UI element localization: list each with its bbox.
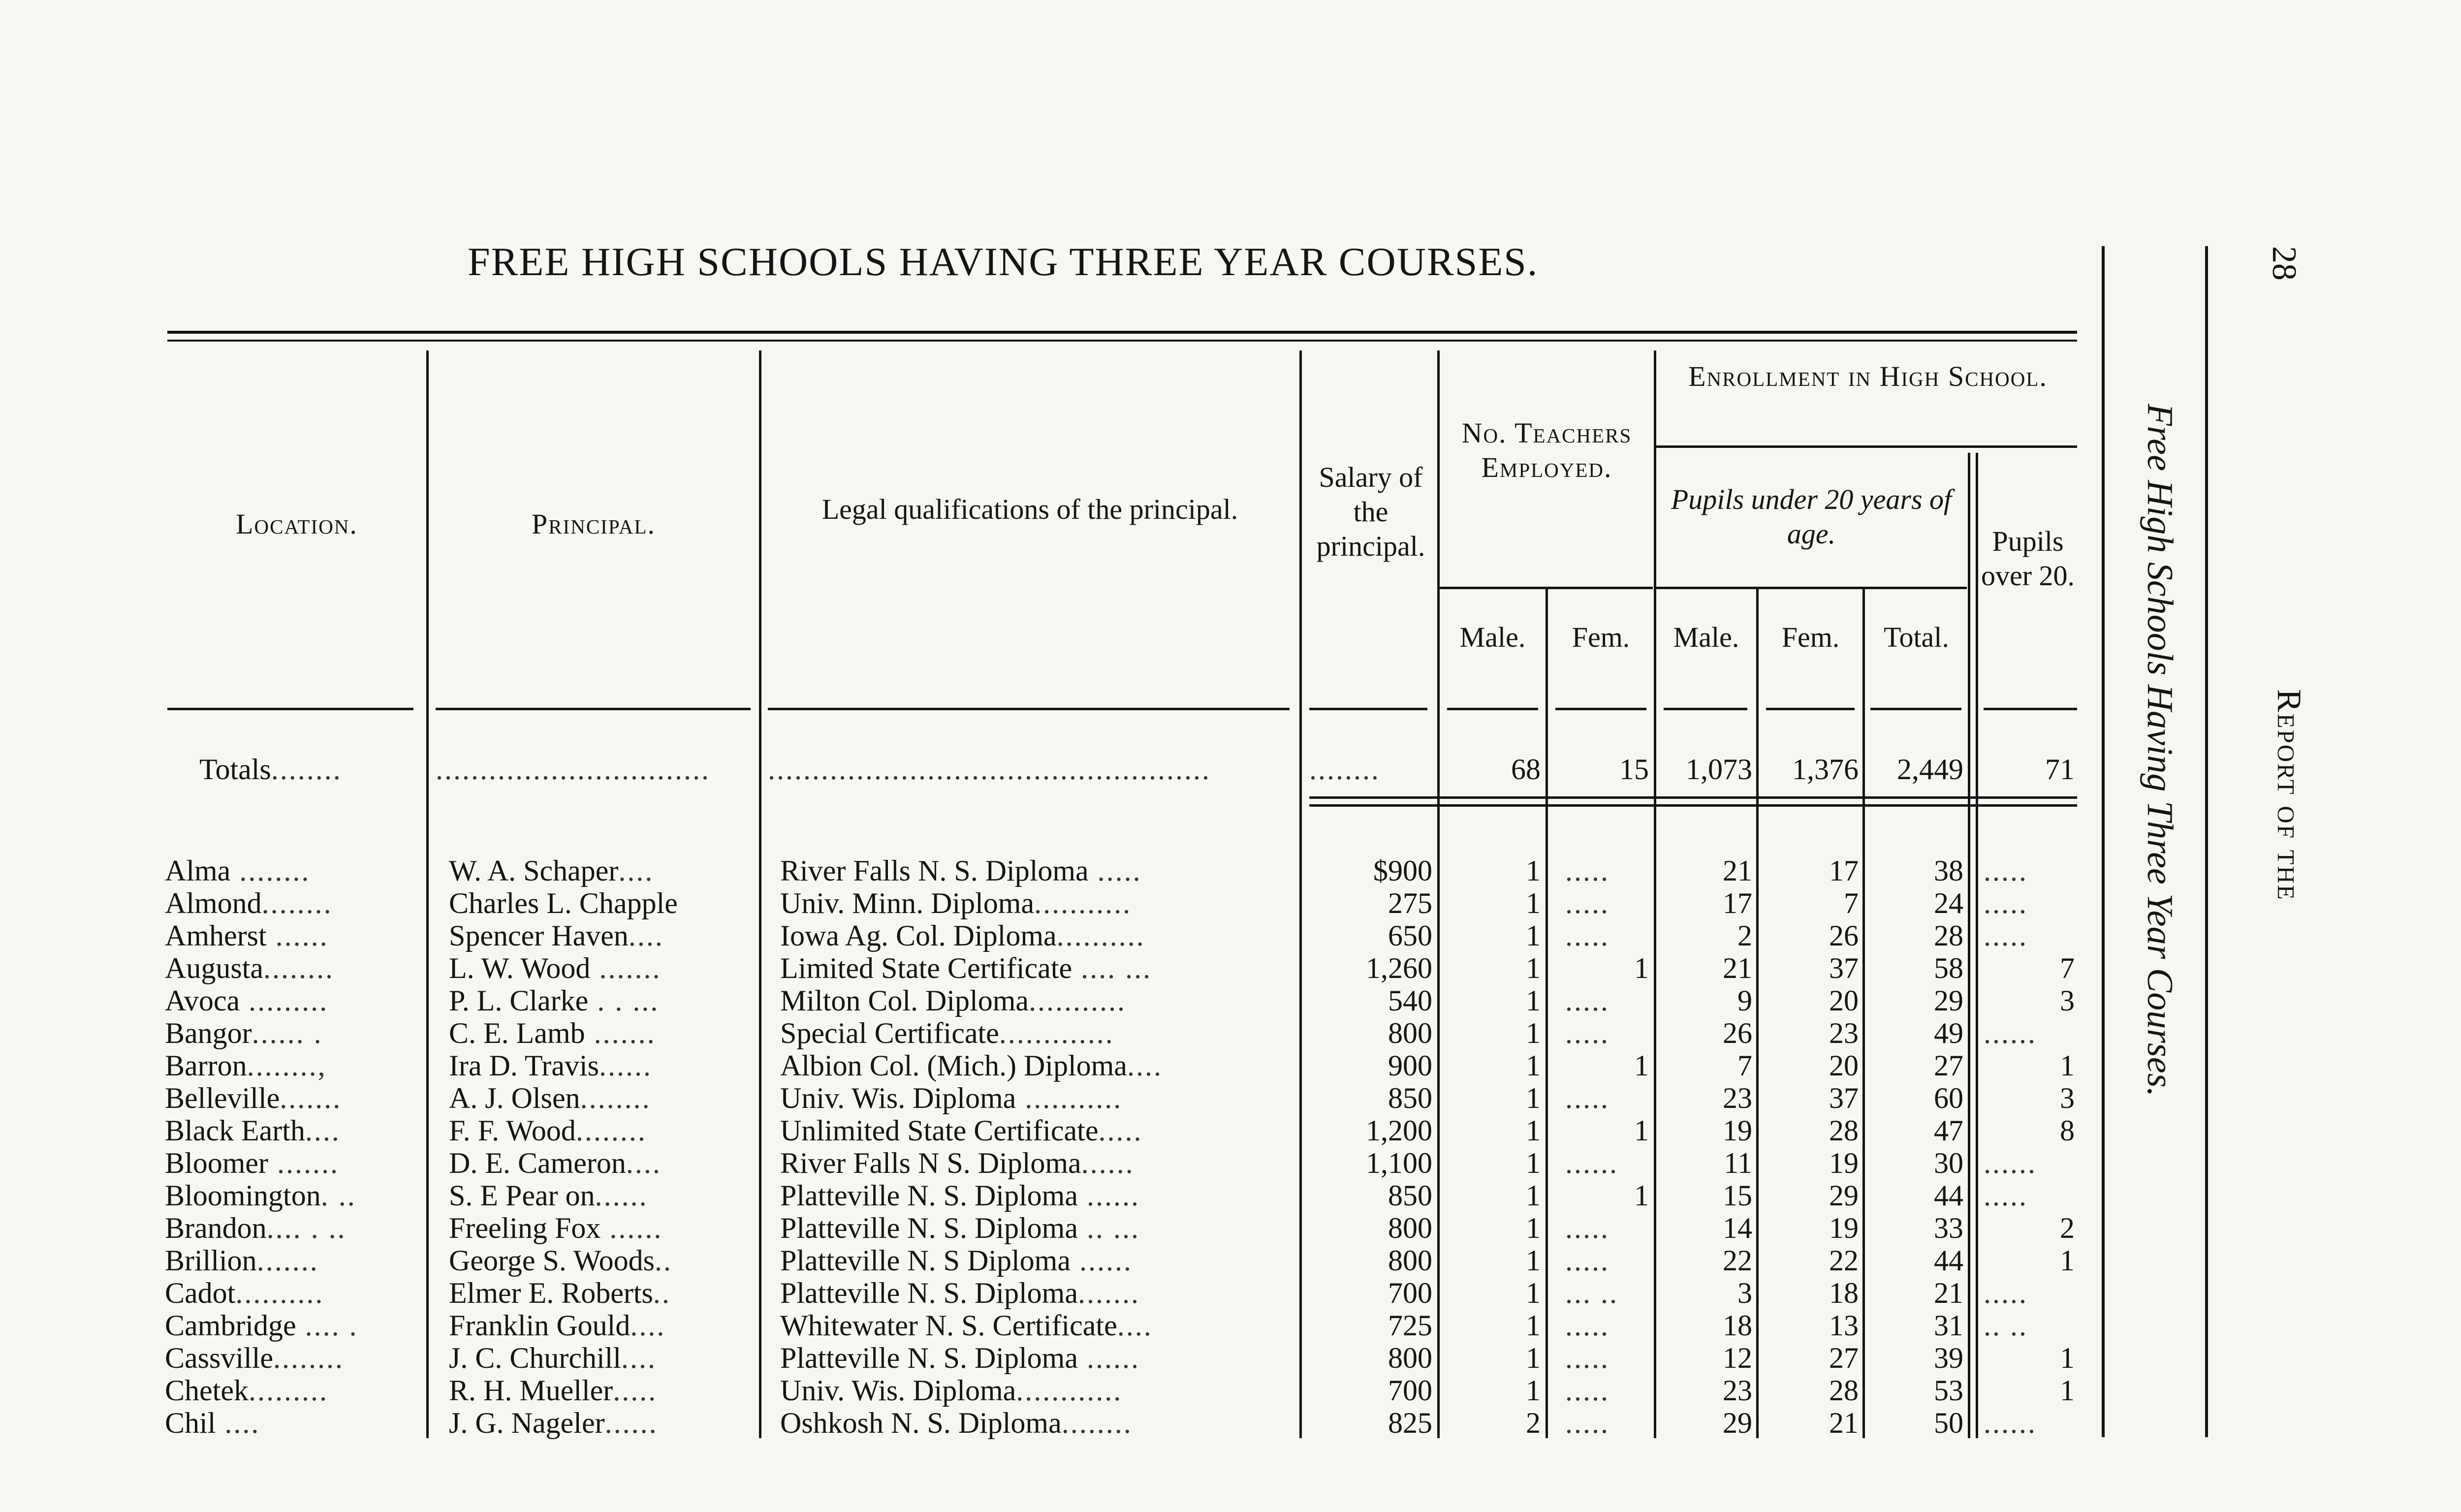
- totals-legal-dots: ..................................................: [768, 753, 1211, 786]
- row-teachers-fem-dots: .....: [1565, 1017, 1609, 1049]
- row-salary: 700: [1388, 1277, 1432, 1309]
- row-location: Black Earth....: [165, 1114, 341, 1147]
- row-principal: P. L. Clarke . . ...: [449, 984, 660, 1017]
- row-salary: 825: [1388, 1407, 1432, 1439]
- row-pupils-fem: 27: [1829, 1342, 1859, 1374]
- pupils-under-underline: [1655, 587, 1967, 589]
- table-row: [0, 1374, 2116, 1407]
- header-pupils-male: Male.: [1673, 621, 1739, 653]
- row-teachers-fem-dots: .....: [1565, 887, 1609, 919]
- header-principal: Principal.: [531, 508, 656, 540]
- row-principal: Freeling Fox ......: [449, 1212, 663, 1244]
- row-salary: 800: [1388, 1342, 1432, 1374]
- row-teachers-male: 1: [1526, 1309, 1541, 1342]
- row-principal: J. G. Nageler......: [449, 1407, 658, 1439]
- totals-rule-1: [1309, 796, 2077, 799]
- row-pupils-over: 2: [2060, 1212, 2075, 1244]
- row-teachers-male: 1: [1526, 1114, 1541, 1147]
- row-qualification: Platteville N. S. Diploma ......: [780, 1179, 1140, 1212]
- row-teachers-male: 1: [1526, 1082, 1541, 1114]
- row-principal: L. W. Wood .......: [449, 952, 662, 984]
- row-salary: 800: [1388, 1017, 1432, 1049]
- row-teachers-fem: 1: [1634, 952, 1649, 984]
- row-pupils-fem: 21: [1829, 1407, 1859, 1439]
- table-row: [0, 1049, 2116, 1082]
- row-pupils-over-dots: .. ..: [1984, 1309, 2028, 1342]
- row-salary: 800: [1388, 1244, 1432, 1277]
- row-teachers-fem-dots: .....: [1565, 1407, 1609, 1439]
- report-label: Report of the: [2270, 689, 2308, 901]
- row-principal: R. H. Mueller.....: [449, 1374, 658, 1407]
- row-teachers-male: 1: [1526, 1179, 1541, 1212]
- row-qualification: Univ. Minn. Diploma...........: [780, 887, 1132, 919]
- row-principal: S. E Pear on......: [449, 1179, 648, 1212]
- row-pupils-fem: 18: [1829, 1277, 1859, 1309]
- row-pupils-fem: 20: [1829, 1049, 1859, 1082]
- row-pupils-male: 19: [1723, 1114, 1752, 1147]
- header-teachers: No. Teachers Employed.: [1461, 417, 1632, 483]
- row-pupils-male: 26: [1723, 1017, 1752, 1049]
- row-qualification: Whitewater N. S. Certificate....: [780, 1309, 1153, 1342]
- row-pupils-total: 38: [1934, 854, 1963, 887]
- totals-pupils-male: 1,073: [1686, 753, 1752, 786]
- row-pupils-total: 24: [1934, 887, 1963, 919]
- row-pupils-fem: 37: [1829, 1082, 1859, 1114]
- row-teachers-fem: 1: [1634, 1179, 1649, 1212]
- header-legal: Legal qualifications of the principal.: [821, 493, 1238, 525]
- row-qualification: River Falls N. S. Diploma .....: [780, 854, 1142, 887]
- header-pupils-under: Pupils under 20 years of age.: [1671, 483, 1952, 550]
- row-pupils-male: 7: [1737, 1049, 1752, 1082]
- row-qualification: Platteville N. S. Diploma .. ...: [780, 1212, 1140, 1244]
- row-location: Cadot..........: [165, 1277, 324, 1309]
- row-location: Brandon.... . ..: [165, 1212, 347, 1244]
- row-location: Barron........,: [165, 1049, 327, 1082]
- enrollment-underline: [1655, 445, 2077, 448]
- table-row: [0, 887, 2116, 919]
- row-principal: Ira D. Travis......: [449, 1049, 653, 1082]
- row-location: Chil ....: [165, 1407, 260, 1439]
- row-principal: A. J. Olsen........: [449, 1082, 651, 1114]
- row-pupils-fem: 7: [1844, 887, 1859, 919]
- row-teachers-male: 1: [1526, 887, 1541, 919]
- row-pupils-total: 27: [1934, 1049, 1963, 1082]
- row-teachers-male: 1: [1526, 1049, 1541, 1082]
- row-pupils-over: 1: [2060, 1374, 2075, 1407]
- table-row: [0, 1309, 2116, 1342]
- header-enrollment: Enrollment in High School.: [1688, 360, 2048, 392]
- header-pupils-fem: Fem.: [1781, 621, 1840, 653]
- table-row: [0, 919, 2116, 952]
- row-location: Cambridge .... .: [165, 1309, 358, 1342]
- row-location: Amherst ......: [165, 919, 329, 952]
- row-teachers-fem: 1: [1634, 1049, 1649, 1082]
- totals-principal-dots: ...............................: [436, 753, 710, 786]
- row-pupils-male: 21: [1723, 952, 1752, 984]
- row-pupils-total: 53: [1934, 1374, 1963, 1407]
- table-row: [0, 952, 2116, 984]
- top-rule-2: [167, 340, 2077, 342]
- row-teachers-male: 1: [1526, 1277, 1541, 1309]
- row-teachers-male: 1: [1526, 1342, 1541, 1374]
- row-pupils-fem: 13: [1829, 1309, 1859, 1342]
- header-salary: Salary of the principal.: [1316, 461, 1425, 562]
- row-location: Cassville........: [165, 1342, 344, 1374]
- row-qualification: Limited State Certificate .... ...: [780, 952, 1152, 984]
- row-pupils-over-dots: .....: [1984, 887, 2028, 919]
- row-pupils-male: 29: [1723, 1407, 1752, 1439]
- row-pupils-male: 23: [1723, 1374, 1752, 1407]
- row-pupils-total: 44: [1934, 1179, 1963, 1212]
- row-pupils-over-dots: ......: [1984, 1017, 2037, 1049]
- running-title: Free High Schools Having Three Year Courses.: [2140, 404, 2180, 1097]
- row-pupils-male: 11: [1724, 1147, 1752, 1179]
- row-principal: Charles L. Chapple: [449, 887, 678, 919]
- table-row: [0, 854, 2116, 887]
- row-location: Alma ........: [165, 854, 311, 887]
- row-principal: George S. Woods..: [449, 1244, 672, 1277]
- row-teachers-male: 1: [1526, 952, 1541, 984]
- table-row: [0, 1017, 2116, 1049]
- row-salary: 1,260: [1366, 952, 1432, 984]
- totals-row: [0, 753, 2116, 786]
- row-qualification: Albion Col. (Mich.) Diploma....: [780, 1049, 1163, 1082]
- table-row: [0, 1407, 2116, 1439]
- row-qualification: Platteville N. S. Diploma ......: [780, 1342, 1140, 1374]
- row-salary: 725: [1388, 1309, 1432, 1342]
- row-pupils-fem: 19: [1829, 1147, 1859, 1179]
- row-location: Almond........: [165, 887, 333, 919]
- row-pupils-male: 14: [1723, 1212, 1752, 1244]
- table-row: [0, 1342, 2116, 1374]
- row-location: Augusta........: [165, 952, 334, 984]
- header-rule-pfem: [1766, 708, 1855, 710]
- table-row: [0, 1244, 2116, 1277]
- row-location: Avoca .........: [165, 984, 329, 1017]
- row-teachers-male: 1: [1526, 984, 1541, 1017]
- row-pupils-male: 18: [1723, 1309, 1752, 1342]
- row-qualification: Special Certificate.............: [780, 1017, 1114, 1049]
- table-row: [0, 1114, 2116, 1147]
- row-pupils-fem: 23: [1829, 1017, 1859, 1049]
- row-pupils-total: 28: [1934, 919, 1963, 952]
- totals-teachers-male: 68: [1511, 753, 1541, 786]
- header-rule-tmale: [1447, 708, 1538, 710]
- row-teachers-male: 1: [1526, 1244, 1541, 1277]
- row-teachers-male: 1: [1526, 1017, 1541, 1049]
- row-salary: 800: [1388, 1212, 1432, 1244]
- row-location: Chetek.........: [165, 1374, 328, 1407]
- row-principal: Spencer Haven....: [449, 919, 664, 952]
- row-teachers-fem-dots: .....: [1565, 1374, 1609, 1407]
- page-title: FREE HIGH SCHOOLS HAVING THREE YEAR COURSES.: [468, 239, 1539, 284]
- row-pupils-male: 17: [1723, 887, 1752, 919]
- row-pupils-total: 33: [1934, 1212, 1963, 1244]
- row-pupils-over: 8: [2060, 1114, 2075, 1147]
- row-teachers-male: 1: [1526, 1147, 1541, 1179]
- row-qualification: Univ. Wis. Diploma ...........: [780, 1082, 1123, 1114]
- row-pupils-total: 58: [1934, 952, 1963, 984]
- row-teachers-male: 1: [1526, 1212, 1541, 1244]
- row-teachers-fem-dots: ... ..: [1565, 1277, 1618, 1309]
- totals-label: Totals........: [199, 753, 342, 786]
- header-rule-pmale: [1664, 708, 1747, 710]
- header-rule-legal: [768, 708, 1290, 710]
- row-qualification: Milton Col. Diploma...........: [780, 984, 1127, 1017]
- side-border-2: [2205, 246, 2208, 1437]
- table-row: [0, 1277, 2116, 1309]
- row-principal: J. C. Churchill....: [449, 1342, 657, 1374]
- row-pupils-total: 21: [1934, 1277, 1963, 1309]
- header-rule-ptotal: [1870, 708, 1961, 710]
- header-location: Location.: [236, 508, 358, 540]
- row-pupils-male: 12: [1723, 1342, 1752, 1374]
- row-location: Belleville.......: [165, 1082, 342, 1114]
- row-pupils-total: 30: [1934, 1147, 1963, 1179]
- row-principal: W. A. Schaper....: [449, 854, 654, 887]
- row-pupils-total: 50: [1934, 1407, 1963, 1439]
- row-qualification: Platteville N. S. Diploma.......: [780, 1277, 1140, 1309]
- row-salary: 900: [1388, 1049, 1432, 1082]
- row-teachers-fem-dots: .....: [1565, 984, 1609, 1017]
- row-pupils-total: 60: [1934, 1082, 1963, 1114]
- top-rule-1: [167, 331, 2077, 334]
- row-qualification: Iowa Ag. Col. Diploma..........: [780, 919, 1145, 952]
- row-pupils-total: 47: [1934, 1114, 1963, 1147]
- row-location: Bloomer .......: [165, 1147, 339, 1179]
- row-pupils-over-dots: .....: [1984, 919, 2028, 952]
- row-teachers-fem-dots: .....: [1565, 1212, 1609, 1244]
- row-pupils-fem: 28: [1829, 1114, 1859, 1147]
- row-pupils-over: 1: [2060, 1342, 2075, 1374]
- row-teachers-fem-dots: .....: [1565, 1309, 1609, 1342]
- row-principal: F. F. Wood........: [449, 1114, 647, 1147]
- header-pupils-total: Total.: [1884, 621, 1949, 653]
- table-row: [0, 1147, 2116, 1179]
- table-row: [0, 1179, 2116, 1212]
- row-teachers-male: 1: [1526, 919, 1541, 952]
- row-qualification: Oshkosh N. S. Diploma........: [780, 1407, 1133, 1439]
- row-salary: 1,200: [1366, 1114, 1432, 1147]
- row-teachers-male: 2: [1526, 1407, 1541, 1439]
- row-teachers-fem-dots: .....: [1565, 919, 1609, 952]
- table-row: [0, 1212, 2116, 1244]
- row-pupils-total: 31: [1934, 1309, 1963, 1342]
- row-pupils-total: 29: [1934, 984, 1963, 1017]
- row-teachers-fem-dots: .....: [1565, 1082, 1609, 1114]
- row-salary: 850: [1388, 1082, 1432, 1114]
- row-pupils-fem: 20: [1829, 984, 1859, 1017]
- row-pupils-over-dots: ......: [1984, 1147, 2037, 1179]
- row-salary: 700: [1388, 1374, 1432, 1407]
- totals-pupils-fem: 1,376: [1792, 753, 1859, 786]
- row-salary: 275: [1388, 887, 1432, 919]
- row-teachers-fem-dots: .....: [1565, 854, 1609, 887]
- row-pupils-total: 39: [1934, 1342, 1963, 1374]
- row-principal: Elmer E. Roberts..: [449, 1277, 671, 1309]
- totals-salary-dots: ........: [1309, 753, 1380, 786]
- row-pupils-fem: 28: [1829, 1374, 1859, 1407]
- row-location: Brillion.......: [165, 1244, 319, 1277]
- page-number: 28: [2265, 246, 2303, 281]
- row-pupils-over: 1: [2060, 1244, 2075, 1277]
- header-rule-pover: [1984, 708, 2077, 710]
- row-pupils-male: 2: [1737, 919, 1752, 952]
- row-pupils-total: 49: [1934, 1017, 1963, 1049]
- row-pupils-total: 44: [1934, 1244, 1963, 1277]
- row-pupils-fem: 37: [1829, 952, 1859, 984]
- table-row: [0, 984, 2116, 1017]
- row-salary: 650: [1388, 919, 1432, 952]
- row-pupils-over-dots: ......: [1984, 1407, 2037, 1439]
- row-salary: 540: [1388, 984, 1432, 1017]
- row-pupils-fem: 29: [1829, 1179, 1859, 1212]
- row-salary: 1,100: [1366, 1147, 1432, 1179]
- row-pupils-male: 22: [1723, 1244, 1752, 1277]
- row-teachers-male: 1: [1526, 854, 1541, 887]
- row-location: Bangor...... .: [165, 1017, 323, 1049]
- totals-pupils-over: 71: [2045, 753, 2075, 786]
- header-rule-tfem: [1555, 708, 1646, 710]
- row-pupils-over: 3: [2060, 1082, 2075, 1114]
- row-salary: $900: [1373, 854, 1432, 887]
- row-pupils-fem: 17: [1829, 854, 1859, 887]
- row-pupils-fem: 22: [1829, 1244, 1859, 1277]
- header-teachers-male: Male.: [1459, 621, 1526, 653]
- totals-pupils-total: 2,449: [1897, 753, 1963, 786]
- row-pupils-fem: 19: [1829, 1212, 1859, 1244]
- row-salary: 850: [1388, 1179, 1432, 1212]
- row-qualification: River Falls N S. Diploma......: [780, 1147, 1135, 1179]
- row-pupils-male: 23: [1723, 1082, 1752, 1114]
- row-principal: D. E. Cameron....: [449, 1147, 662, 1179]
- header-rule-principal: [436, 708, 751, 710]
- header-teachers-fem: Fem.: [1572, 621, 1630, 653]
- row-pupils-male: 9: [1737, 984, 1752, 1017]
- row-pupils-male: 15: [1723, 1179, 1752, 1212]
- row-qualification: Univ. Wis. Diploma............: [780, 1374, 1123, 1407]
- totals-teachers-fem: 15: [1619, 753, 1649, 786]
- row-pupils-male: 21: [1723, 854, 1752, 887]
- header-rule-salary: [1309, 708, 1427, 710]
- totals-rule-2: [1309, 804, 2077, 807]
- row-pupils-fem: 26: [1829, 919, 1859, 952]
- row-pupils-over-dots: .....: [1984, 1179, 2028, 1212]
- row-teachers-fem-dots: .....: [1565, 1244, 1609, 1277]
- row-principal: Franklin Gould....: [449, 1309, 666, 1342]
- row-pupils-over-dots: .....: [1984, 1277, 2028, 1309]
- teachers-underline: [1438, 587, 1653, 589]
- header-pupils-over: Pupils over 20.: [1981, 525, 2075, 592]
- row-teachers-fem: 1: [1634, 1114, 1649, 1147]
- row-teachers-fem-dots: ......: [1565, 1147, 1618, 1179]
- header-rule-location: [167, 708, 413, 710]
- row-teachers-male: 1: [1526, 1374, 1541, 1407]
- row-pupils-over: 1: [2060, 1049, 2075, 1082]
- table-row: [0, 1082, 2116, 1114]
- row-pupils-male: 3: [1737, 1277, 1752, 1309]
- side-border-1: [2102, 246, 2105, 1437]
- row-pupils-over: 7: [2060, 952, 2075, 984]
- row-pupils-over-dots: .....: [1984, 854, 2028, 887]
- row-pupils-over: 3: [2060, 984, 2075, 1017]
- row-qualification: Platteville N. S Diploma ......: [780, 1244, 1133, 1277]
- row-location: Bloomington. ..: [165, 1179, 356, 1212]
- row-qualification: Unlimited State Certificate.....: [780, 1114, 1143, 1147]
- row-principal: C. E. Lamb .......: [449, 1017, 656, 1049]
- row-teachers-fem-dots: .....: [1565, 1342, 1609, 1374]
